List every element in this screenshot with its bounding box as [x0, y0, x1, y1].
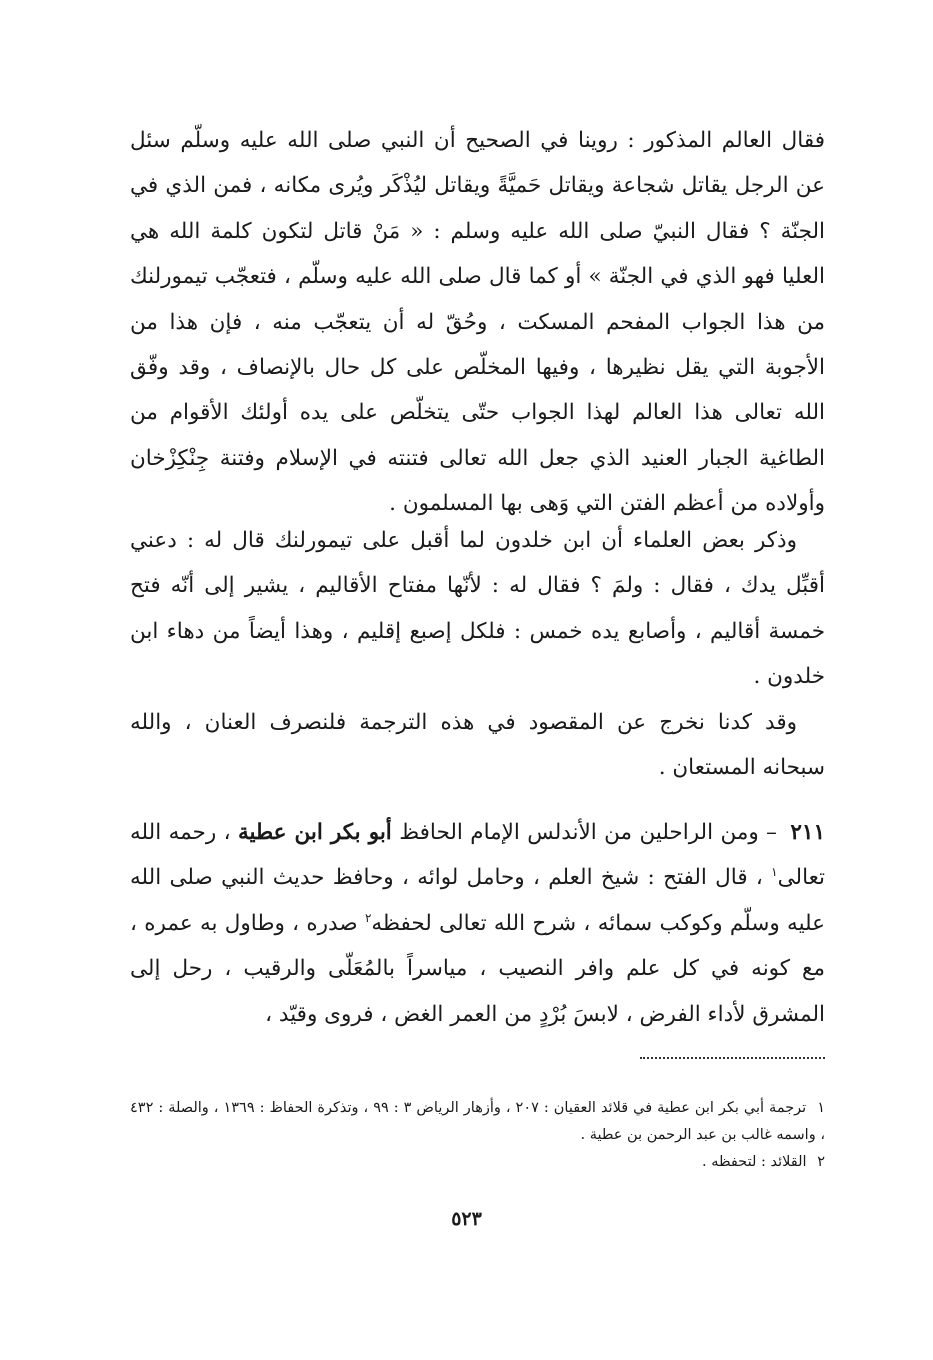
footnotes [130, 1095, 825, 1176]
main-text-2 [130, 518, 825, 700]
footnote-marker-2: ٢ [364, 910, 372, 925]
entry-number: ٢١١ [790, 820, 826, 845]
page-number: ٥٢٣ [451, 1208, 482, 1230]
biography-entry [130, 810, 825, 1037]
footnote-number: ٢ [817, 1154, 825, 1170]
footnote-number: ١ [817, 1100, 825, 1116]
footnote-marker-1: ١ [771, 865, 778, 880]
footnote-separator [640, 1057, 825, 1059]
entry-lead: – ومن الراحلين من الأندلس الإمام الحافظ [399, 820, 777, 845]
paragraph-transition: وقد كدنا نخرج عن المقصود في هذه الترجمة فلنصرف العنان ، والله سبحانه المستعان . [130, 710, 825, 781]
footnote-text: القلائد : لتحفظه . [702, 1154, 807, 1170]
entry-paragraph [130, 810, 825, 1037]
main-text-3 [130, 700, 825, 791]
paragraph-scholar-answer: فقال العالم المذكور : روينا في الصحيح أن النبي صلى الله عليه وسلّم سئل عن الرجل يقاتل شجاعة ويقاتل حَميَّةً ويقاتل ليُذْكَر ويُرى مكانه ، فمن الذي في الجنّة ؟ فقال النبيّ صلى الله عليه وسلم : « مَنْ قاتل لتكون كلمة الله هي العليا فهو الذي في الجنّة » أو كما قال صلى الله عليه وسلّم ، فتعجّب تيمورلنك من هذا الجواب المفحم المسكت ، وحُقّ له أن يتعجّب منه ، فإن هذا من الأجوبة التي يقل نظيرها ، وفيها المخلّص على كل حال بالإنصاف ، وقد وفّق الله تعالى هذا العالم لهذا الجواب حتّى يتخلّص على يده أولئك الأقوام من الطاغية الجبار العنيد الذي جعل الله تعالى فتنته في الإسلام وفتنة جِنْكِزْخان وأولاده من أعظم الفتن التي وَهى بها المسلمون . [130, 128, 825, 517]
footnote-text: ترجمة أبي بكر ابن عطية في قلائد العقيان : ٢٠٧ ، وأزهار الرياض ٣ : ٩٩ ، وتذكرة الحفاظ : ١٣٦٩ ، والصلة : ٤٣٢ ، واسمه غالب بن عبد الرحمن بن عطية . [130, 1100, 825, 1143]
footnote-2 [130, 1149, 825, 1176]
entry-text-2: ، قال الفتح : شيخ العلم ، وحامل لوائه ، وحافظ حديث النبي صلى الله عليه وسلّم وكوكب سمائه ، شرح الله تعالى لحفظه [130, 865, 826, 936]
paragraph-ibn-khaldun: وذكر بعض العلماء أن ابن خلدون لما أقبل على تيمورلنك قال له : دعني أقبِّل يدك ، فقال : ولمَ ؟ فقال له : لأنّها مفتاح الأقاليم ، يشير إلى أنّه فتح خمسة أقاليم ، وأصابع يده خمس : فلكل إصبع إقليم ، وهذا أيضاً من دهاء ابن خلدون . [130, 528, 825, 690]
main-text [130, 118, 825, 527]
entry-text-1: ، رحمه الله تعالى [130, 820, 825, 891]
footnote-1 [130, 1095, 825, 1149]
entry-name: أبو بكر ابن عطية [238, 820, 392, 845]
entry-text-3: صدره ، وطاول به عمره ، مع كونه في كل علم وافر النصيب ، مياسراً بالمُعَلّى والرقيب ، رحل إلى المشرق لأداء الفرض ، لابسَ بُرْدٍ من العمر الغض ، فروى وقيّد ، [130, 910, 825, 1027]
